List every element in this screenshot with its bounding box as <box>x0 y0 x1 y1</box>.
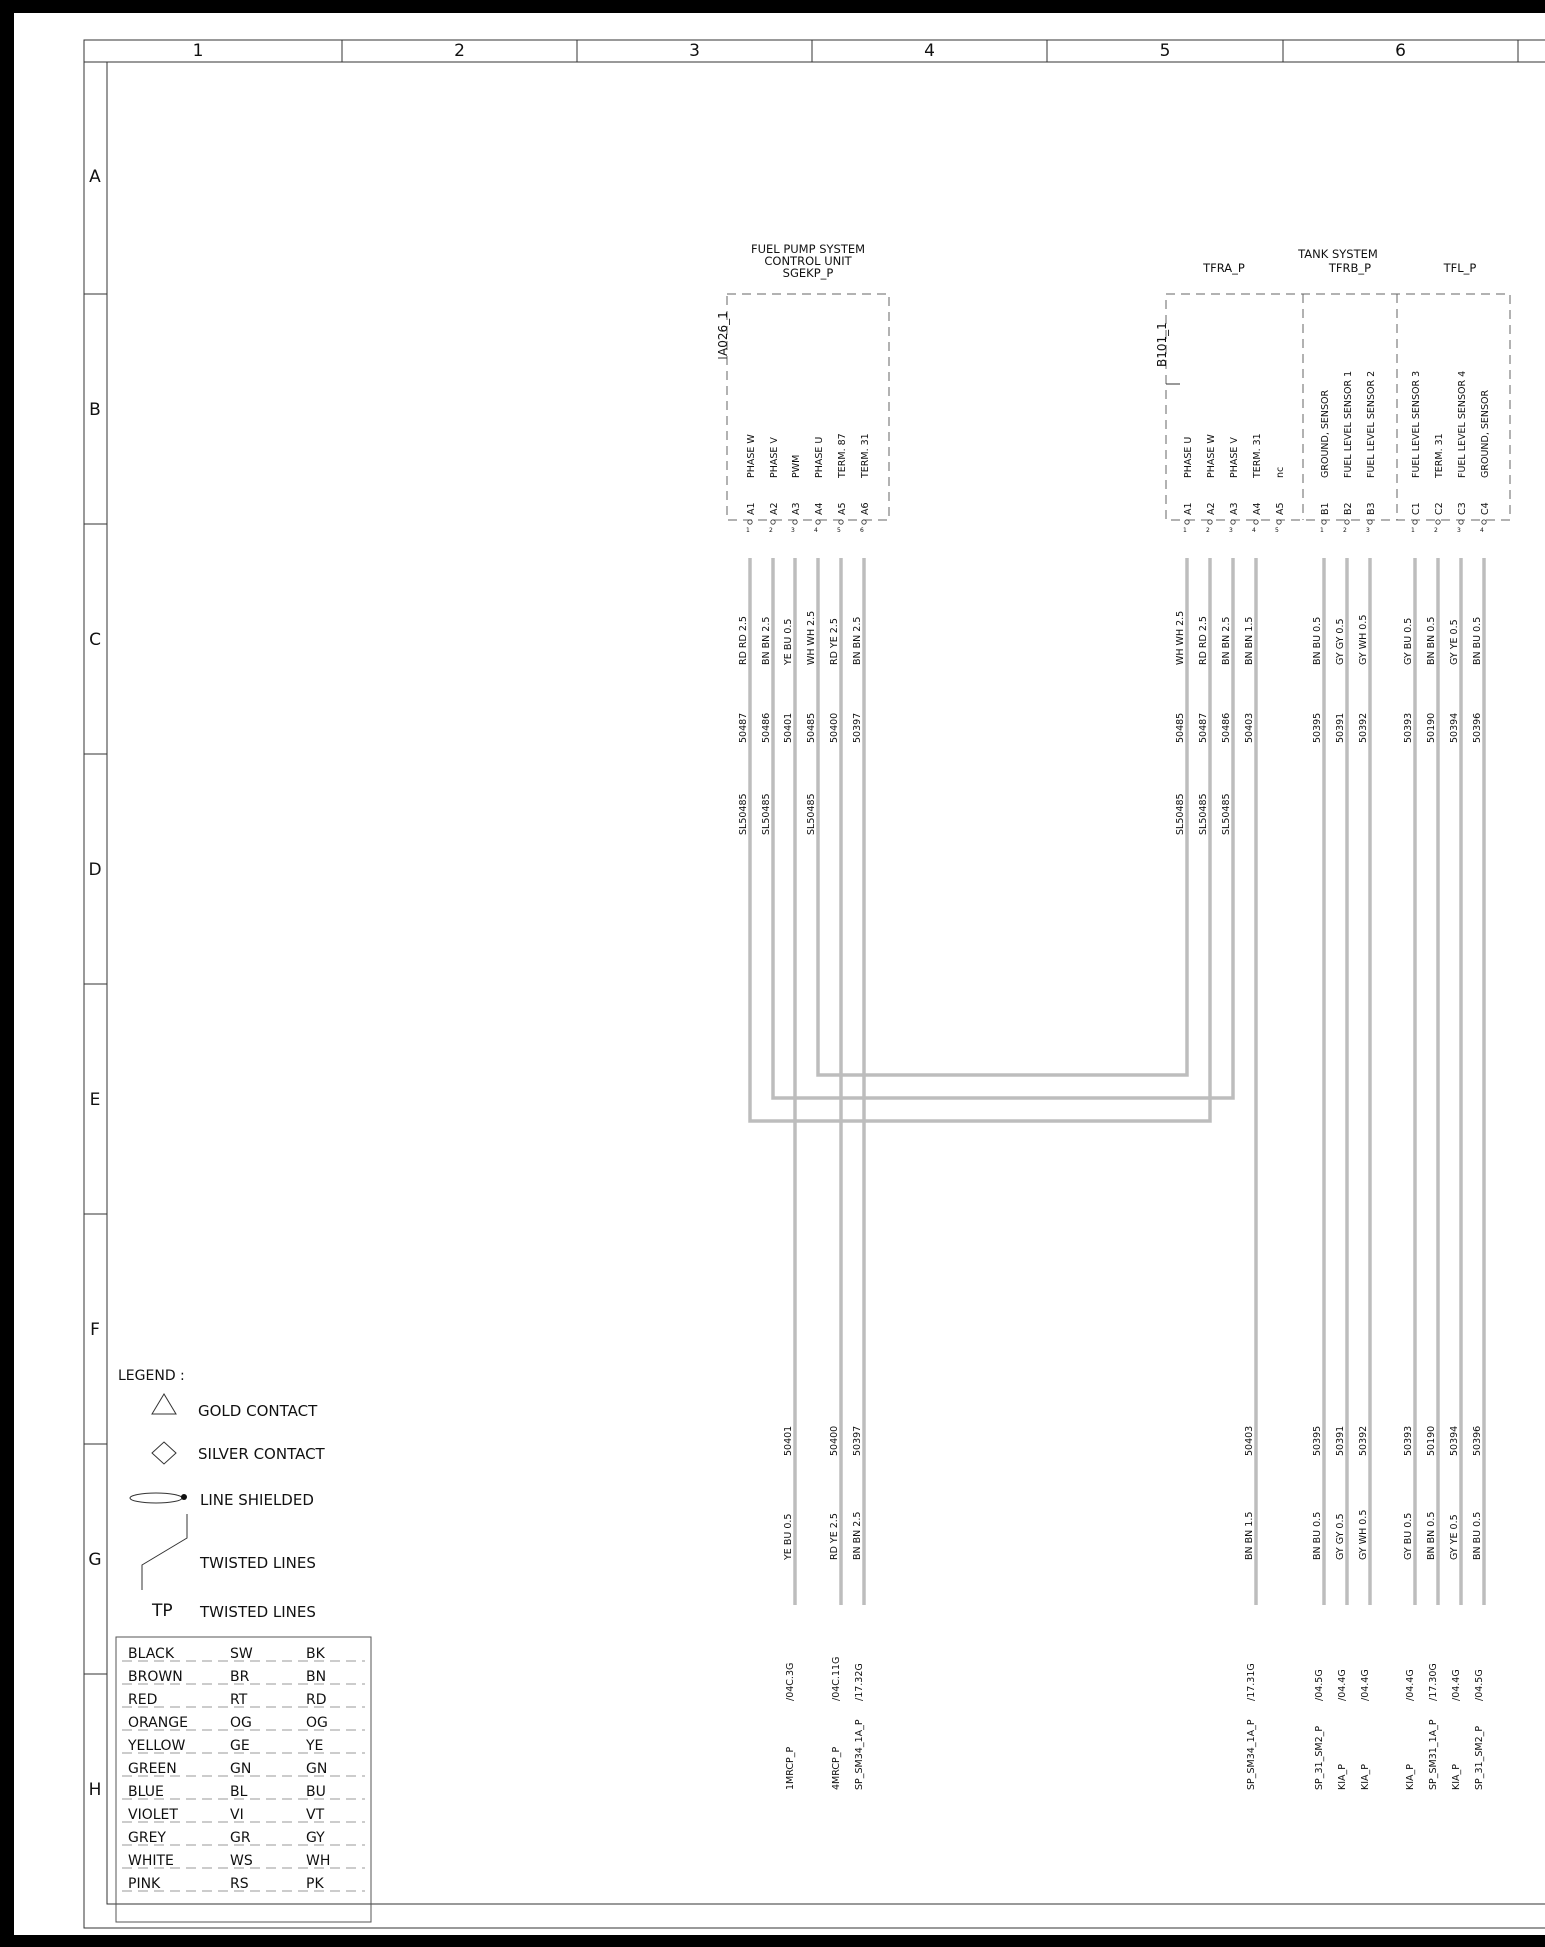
color-name: VIOLET <box>128 1807 178 1823</box>
tank-tfra_p-pin-name: PHASE W <box>1206 434 1217 478</box>
bottom-wire-page-ref: /04C.11G <box>831 1656 842 1701</box>
sgekp-wire-number: 50400 <box>829 712 840 743</box>
sgekp-title-line: SGEKP_P <box>782 266 834 280</box>
diamond-icon <box>152 1442 176 1464</box>
sgekp-wire-number: 50485 <box>806 712 817 743</box>
tank-tfl_p-pin-name: GROUND, SENSOR <box>1480 389 1491 478</box>
color-code-de: GN <box>230 1761 252 1777</box>
color-name: PINK <box>128 1876 161 1892</box>
tank-tfra_p-pin-id: A2 <box>1206 502 1217 515</box>
shield-icon <box>130 1493 182 1503</box>
legend-twisted-lines: TWISTED LINES <box>200 1554 316 1572</box>
color-name: BROWN <box>128 1669 183 1685</box>
bottom-wire-number: 50391 <box>1335 1425 1346 1456</box>
bottom-wire-destination: KIA_P <box>1405 1763 1416 1790</box>
bottom-wire-color: BN BN 1.5 <box>1244 1511 1255 1560</box>
tank-tfl_p-pin-number: 1 <box>1411 527 1415 534</box>
tfl-wire-color: BN BN 0.5 <box>1426 616 1437 665</box>
tfra-wire-number: 50487 <box>1198 712 1209 743</box>
color-name: RED <box>128 1692 158 1708</box>
bottom-wire-number: 50401 <box>783 1425 794 1456</box>
tank-tfrb_p-pin-number: 3 <box>1366 527 1370 534</box>
bottom-wire-number: 50395 <box>1312 1425 1323 1456</box>
tank-tfra_p-pin-contact <box>1254 520 1258 524</box>
sgekp-title <box>751 242 865 280</box>
tank-tfra_p-pin-name: PHASE V <box>1229 437 1240 478</box>
bottom-wire-color: GY YE 0.5 <box>1449 1514 1460 1560</box>
bottom-wire-color: RD YE 2.5 <box>829 1513 840 1560</box>
sgekp-wire-color: BN BN 2.5 <box>852 616 863 665</box>
tank-tfra_p-pin-id: A1 <box>1183 502 1194 515</box>
tfl-wire-color: BN BU 0.5 <box>1472 616 1483 665</box>
sgekp-wire-color: WH WH 2.5 <box>806 610 817 665</box>
color-code-en: BK <box>306 1646 325 1662</box>
sgekp-pin-name: TERM. 87 <box>837 433 848 478</box>
bottom-wire-page-ref: /04.5G <box>1314 1669 1325 1701</box>
tfra-wire-splice: SL50485 <box>1198 793 1209 835</box>
sgekp-pin-id: A3 <box>791 502 802 515</box>
bottom-wire-page-ref: /17.32G <box>854 1663 865 1701</box>
color-code-de: BR <box>230 1669 250 1685</box>
bottom-wire-destination: SP_SM31_1A_P <box>1428 1719 1439 1790</box>
bottom-wire-destination: KIA_P <box>1337 1763 1348 1790</box>
sgekp-wire-color: BN BN 2.5 <box>761 616 772 665</box>
color-code-de: SW <box>230 1646 253 1662</box>
tfra-wire-color: WH WH 2.5 <box>1175 610 1186 665</box>
row-label-F: F <box>90 1320 100 1340</box>
sgekp-wire-color: YE BU 0.5 <box>783 618 794 665</box>
sgekp-pin-name: PHASE W <box>746 434 757 478</box>
sgekp-wire-color: RD RD 2.5 <box>738 616 749 665</box>
bottom-wire-destination: 1MRCP_P <box>785 1746 796 1790</box>
tfra-wire-splice: SL50485 <box>1221 793 1232 835</box>
legend <box>116 1368 371 1922</box>
tank-tfl_p-pin-contact <box>1482 520 1486 524</box>
tank-tfra_p-pin-name: nc <box>1275 466 1286 478</box>
tank-tfl_p-pin-contact <box>1436 520 1440 524</box>
tank-tfrb_p-pin-name: GROUND, SENSOR <box>1320 389 1331 478</box>
bottom-wire-destination: SP_31_SM2_P <box>1474 1725 1485 1790</box>
tfra-wire-number: 50485 <box>1175 712 1186 743</box>
tfl-wire-number: 50394 <box>1449 712 1460 743</box>
tank-section-label: TFRA_P <box>1203 261 1245 275</box>
tfrb-wire-color: BN BU 0.5 <box>1312 616 1323 665</box>
top-frame-bar <box>0 0 1545 13</box>
tank-tfra_p-pin-name: PHASE U <box>1183 436 1194 478</box>
tank-tfl_p-pin-number: 4 <box>1480 527 1484 534</box>
sgekp-dashed-box <box>727 294 889 520</box>
tank-pins <box>1183 371 1491 534</box>
sgekp-title-line: CONTROL UNIT <box>764 254 852 268</box>
tank-tfl_p-pin-id: C3 <box>1457 502 1468 515</box>
bottom-wire-number: 50393 <box>1403 1425 1414 1456</box>
color-code-en: YE <box>306 1738 324 1754</box>
bottom-wire-destination: KIA_P <box>1451 1763 1462 1790</box>
tank-tfl_p-pin-name: FUEL LEVEL SENSOR 4 <box>1457 370 1468 478</box>
left-frame-bar <box>0 0 14 1947</box>
tank-section-label: TFL_P <box>1443 261 1477 275</box>
color-code-de: OG <box>230 1715 252 1731</box>
row-label-E: E <box>89 1090 101 1110</box>
tank-tfrb_p-pin-contact <box>1345 520 1349 524</box>
sgekp-pin-id: A2 <box>769 502 780 515</box>
color-code-rows <box>122 1646 365 1892</box>
row-label-G: G <box>88 1550 102 1570</box>
color-name: ORANGE <box>128 1715 188 1731</box>
bottom-wire-number: 50403 <box>1244 1425 1255 1456</box>
sgekp-pin-id: A5 <box>837 502 848 515</box>
inner-border <box>107 62 1545 1904</box>
bottom-wire-color: GY GY 0.5 <box>1335 1513 1346 1560</box>
bottom-wire-color: BN BN 2.5 <box>852 1511 863 1560</box>
tfl-wire-number: 50190 <box>1426 712 1437 743</box>
tank-tfrb_p-pin-id: B2 <box>1343 502 1354 515</box>
bottom-wire-color: YE BU 0.5 <box>783 1513 794 1560</box>
tank-tfl_p-pin-number: 2 <box>1434 527 1438 534</box>
sgekp-wire-number: 50401 <box>783 712 794 743</box>
tank-tfra_p-pin-number: 4 <box>1252 527 1256 534</box>
tank-tfra_p-pin-name: TERM. 31 <box>1252 433 1263 478</box>
tfl-wire-color: GY BU 0.5 <box>1403 617 1414 665</box>
sgekp-wire-splice: SL50485 <box>738 793 749 835</box>
color-name: YELLOW <box>128 1738 186 1754</box>
bottom-wire-destination: SP_SM34_1A_P <box>854 1719 865 1790</box>
bottom-wire-page-ref: /17.31G <box>1246 1663 1257 1701</box>
color-name: WHITE <box>128 1853 174 1869</box>
tfrb-wire-number: 50392 <box>1358 712 1369 743</box>
sgekp-wire-splice: SL50485 <box>806 793 817 835</box>
color-code-en: PK <box>306 1876 324 1892</box>
sgekp-wire-number: 50487 <box>738 712 749 743</box>
bottom-wire-page-ref: /04.4G <box>1337 1669 1348 1701</box>
tfl-wire-number: 50396 <box>1472 712 1483 743</box>
row-label-B: B <box>89 400 101 420</box>
triangle-icon <box>152 1394 176 1414</box>
column-label-5: 5 <box>1159 41 1171 61</box>
sgekp-wire-color: RD YE 2.5 <box>829 618 840 665</box>
sgekp-pin-name: PHASE V <box>769 437 780 478</box>
bottom-wire-number: 50394 <box>1449 1425 1460 1456</box>
tank-tfl_p-pin-name: FUEL LEVEL SENSOR 3 <box>1411 370 1422 478</box>
color-name: GREEN <box>128 1761 177 1777</box>
column-label-4: 4 <box>924 41 935 61</box>
column-label-6: 6 <box>1395 41 1406 61</box>
tfra-wire-color: BN BN 2.5 <box>1221 616 1232 665</box>
sgekp-pin-name: TERM. 31 <box>860 433 871 478</box>
color-code-en: OG <box>306 1715 328 1731</box>
sgekp-ref-label: A026_1 <box>716 311 730 356</box>
color-code-en: GY <box>306 1830 325 1846</box>
tank-tfra_p-pin-id: A5 <box>1275 502 1286 515</box>
tfra-wire-color: BN BN 1.5 <box>1244 616 1255 665</box>
color-code-de: GE <box>230 1738 250 1754</box>
sgekp-pin-number: 5 <box>837 527 841 534</box>
tank-tfl_p-pin-id: C4 <box>1480 502 1491 515</box>
color-code-en: VT <box>306 1807 325 1823</box>
tank-tfrb_p-pin-name: FUEL LEVEL SENSOR 2 <box>1366 370 1377 478</box>
bottom-wire-page-ref: /17.30G <box>1428 1663 1439 1701</box>
color-code-de: VI <box>230 1807 244 1823</box>
row-label-D: D <box>88 860 102 880</box>
tfl-wire-number: 50393 <box>1403 712 1414 743</box>
color-code-de: WS <box>230 1853 253 1869</box>
color-code-de: GR <box>230 1830 251 1846</box>
sgekp-wire-number: 50397 <box>852 712 863 743</box>
sgekp-pin-id: A6 <box>860 502 871 515</box>
tp-icon: TP <box>152 1601 173 1621</box>
tank-tfra_p-pin-id: A3 <box>1229 502 1240 515</box>
bottom-wire-number: 50397 <box>852 1425 863 1456</box>
sgekp-pin-number: 4 <box>814 527 818 534</box>
color-code-de: RT <box>230 1692 248 1708</box>
tank-tfrb_p-pin-id: B3 <box>1366 502 1377 515</box>
row-label-A: A <box>89 167 101 187</box>
bottom-wire-page-ref: /04.4G <box>1405 1669 1416 1701</box>
sgekp-pin-id: A1 <box>746 502 757 515</box>
sgekp-pin-number: 6 <box>860 527 864 534</box>
tank-ref-label: B101_1 <box>1155 322 1169 367</box>
tank-tfl_p-pin-name: TERM. 31 <box>1434 433 1445 478</box>
color-code-de: BL <box>230 1784 248 1800</box>
outer-border <box>84 40 1545 1928</box>
color-code-en: GN <box>306 1761 328 1777</box>
tank-tfra_p-pin-number: 3 <box>1229 527 1233 534</box>
column-ruler <box>84 40 1545 62</box>
legend-gold-contact: GOLD CONTACT <box>198 1402 318 1420</box>
wire-crossover <box>818 558 1187 1075</box>
tank-tfrb_p-pin-name: FUEL LEVEL SENSOR 1 <box>1343 370 1354 478</box>
bottom-wire-destination: KIA_P <box>1360 1763 1371 1790</box>
color-name: BLACK <box>128 1646 175 1662</box>
bottom-wire-color: BN BU 0.5 <box>1472 1511 1483 1560</box>
sgekp-pin-number: 3 <box>791 527 795 534</box>
sgekp-title-line: FUEL PUMP SYSTEM <box>750 242 866 256</box>
tfrb-wire-number: 50391 <box>1335 712 1346 743</box>
bottom-wire-color: BN BN 0.5 <box>1426 1511 1437 1560</box>
tank-tfl_p-pin-id: C1 <box>1411 502 1422 515</box>
sgekp-pin-number: 2 <box>769 527 773 534</box>
bottom-wire-number: 50400 <box>829 1425 840 1456</box>
bottom-frame-bar <box>0 1935 1545 1947</box>
wire-labels <box>738 611 1485 1790</box>
bottom-wire-page-ref: /04C.3G <box>785 1662 796 1701</box>
tfra-wire-number: 50403 <box>1244 712 1255 743</box>
bottom-wire-page-ref: /04.5G <box>1474 1669 1485 1701</box>
legend-silver-contact: SILVER CONTACT <box>198 1445 325 1463</box>
tank-tfra_p-pin-id: A4 <box>1252 502 1263 515</box>
row-label-C: C <box>89 630 101 650</box>
sgekp-pin-number: 1 <box>746 527 750 534</box>
tank-tfrb_p-pin-number: 1 <box>1320 527 1324 534</box>
tank-tfl_p-pin-id: C2 <box>1434 502 1445 515</box>
color-code-de: RS <box>230 1876 249 1892</box>
tfrb-wire-color: GY GY 0.5 <box>1335 618 1346 665</box>
bottom-wire-color: BN BU 0.5 <box>1312 1511 1323 1560</box>
sgekp-wire-splice: SL50485 <box>761 793 772 835</box>
bottom-wire-number: 50396 <box>1472 1425 1483 1456</box>
color-code-en: BN <box>306 1669 327 1685</box>
row-label-H: H <box>88 1780 102 1800</box>
tank-tfra_p-pin-number: 1 <box>1183 527 1187 534</box>
column-label-1: 1 <box>192 41 204 61</box>
color-code-en: BU <box>306 1784 326 1800</box>
bottom-wire-destination: 4MRCP_P <box>831 1746 842 1790</box>
bottom-wire-page-ref: /04.4G <box>1360 1669 1371 1701</box>
row-ruler <box>84 167 107 1800</box>
sgekp-pins <box>746 433 871 534</box>
bottom-wire-number: 50392 <box>1358 1425 1369 1456</box>
legend-line-shielded: LINE SHIELDED <box>200 1491 314 1509</box>
legend-twisted-lines-tp: TWISTED LINES <box>200 1603 316 1621</box>
tfrb-wire-color: GY WH 0.5 <box>1358 614 1369 665</box>
tfra-wire-color: RD RD 2.5 <box>1198 616 1209 665</box>
sgekp-pin-id: A4 <box>814 502 825 515</box>
tank-tfrb_p-pin-id: B1 <box>1320 502 1331 515</box>
sgekp-wire-number: 50486 <box>761 712 772 743</box>
sgekp-pin-name: PHASE U <box>814 436 825 478</box>
bottom-wire-destination: SP_SM34_1A_P <box>1246 1719 1257 1790</box>
color-code-en: WH <box>306 1853 331 1869</box>
tank-tfra_p-pin-number: 2 <box>1206 527 1210 534</box>
bottom-wire-color: GY BU 0.5 <box>1403 1512 1414 1560</box>
tank-section-labels <box>1202 261 1476 275</box>
bottom-wire-destination: SP_31_SM2_P <box>1314 1725 1325 1790</box>
color-code-en: RD <box>306 1692 327 1708</box>
color-name: BLUE <box>128 1784 164 1800</box>
tank-tfrb_p-pin-number: 2 <box>1343 527 1347 534</box>
tank-tfra_p-pin-number: 5 <box>1275 527 1279 534</box>
sgekp-pin-name: PWM <box>791 454 802 478</box>
tank-system-title: TANK SYSTEM <box>1298 247 1378 261</box>
legend-title: LEGEND : <box>118 1368 185 1384</box>
tfrb-wire-number: 50395 <box>1312 712 1323 743</box>
column-label-2: 2 <box>454 41 465 61</box>
tfra-wire-number: 50486 <box>1221 712 1232 743</box>
bottom-wire-color: GY WH 0.5 <box>1358 1509 1369 1560</box>
tank-section-label: TFRB_P <box>1328 261 1372 275</box>
tank-tfl_p-pin-number: 3 <box>1457 527 1461 534</box>
tfra-wire-splice: SL50485 <box>1175 793 1186 835</box>
bottom-wire-page-ref: /04.4G <box>1451 1669 1462 1701</box>
column-label-3: 3 <box>689 41 700 61</box>
twisted-icon <box>142 1514 187 1590</box>
tfl-wire-color: GY YE 0.5 <box>1449 619 1460 665</box>
sgekp-component <box>716 294 889 520</box>
color-name: GREY <box>128 1830 166 1846</box>
bottom-wire-number: 50190 <box>1426 1425 1437 1456</box>
